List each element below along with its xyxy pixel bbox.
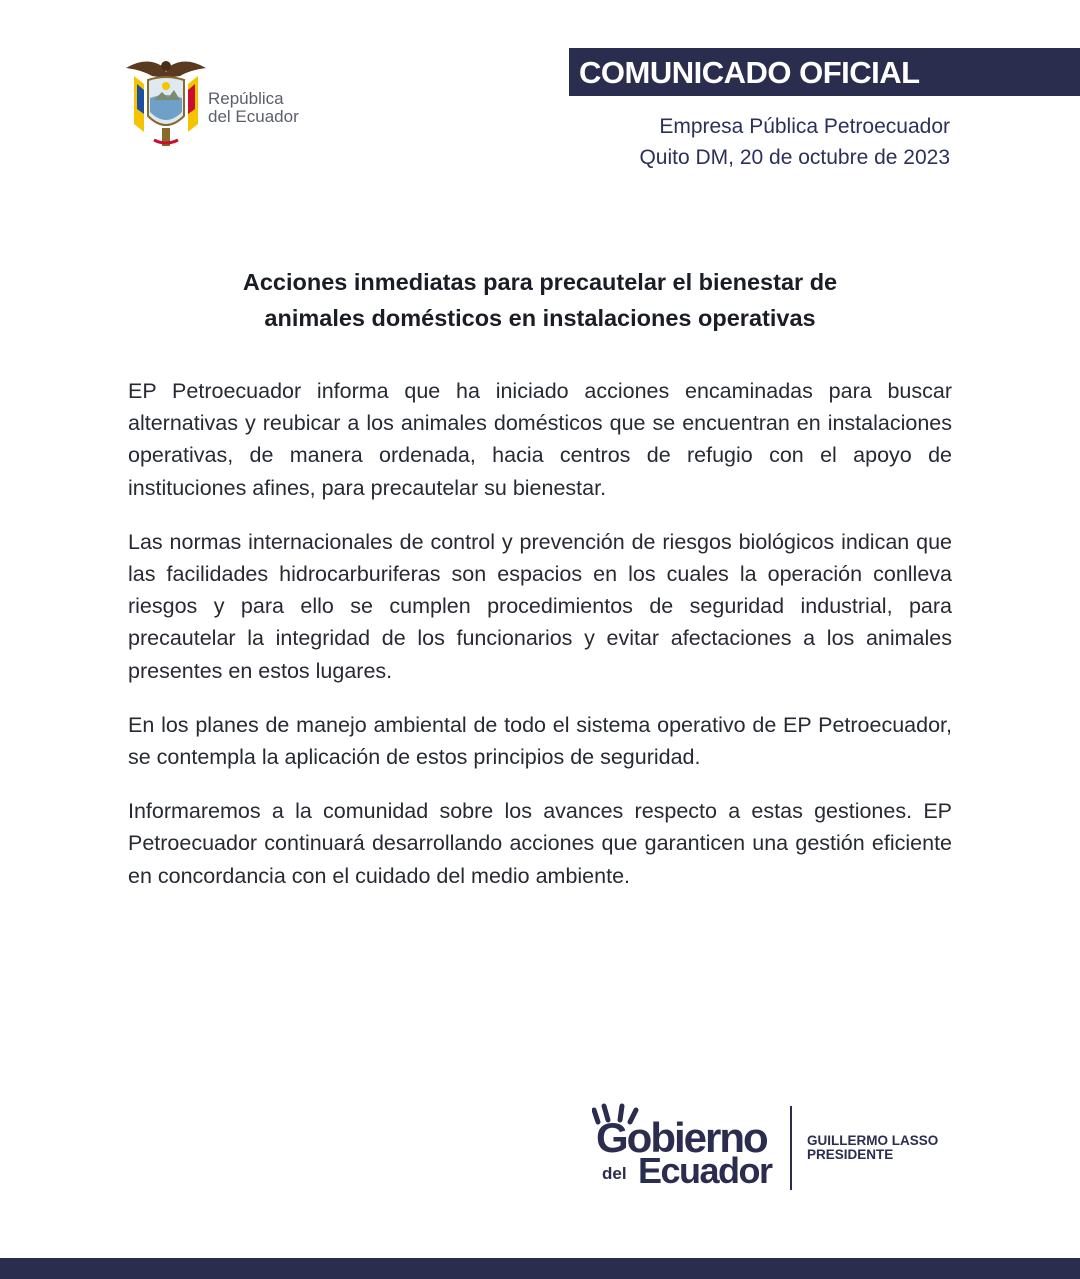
president-role: PRESIDENTE — [807, 1147, 894, 1162]
gobierno-word: Gobierno — [596, 1114, 767, 1161]
logo-divider — [790, 1106, 792, 1190]
issuer-name: Empresa Pública Petroecuador — [659, 115, 950, 138]
president-name: GUILLERMO LASSO — [807, 1133, 939, 1148]
comunicado-banner — [569, 48, 1080, 96]
gobierno-logo — [590, 1102, 970, 1194]
headline-line-2: animales domésticos en instalaciones operativas — [264, 305, 816, 331]
headline-line-1: Acciones inmediatas para precautelar el bienestar de — [242, 269, 838, 295]
paragraph: En los planes de manejo ambiental de todo el sistema operativo de EP Petroecuador, se contempla la aplicación de estos principios de seguridad. — [128, 712, 952, 770]
banner-title: COMUNICADO OFICIAL — [579, 55, 920, 90]
emblem-line-1: República — [208, 89, 284, 108]
paragraph: Informaremos a la comunidad sobre los avances respecto a estas gestiones. EP Petroecuador continuará desarrollando acciones que garanticen una gestión eficiente en concordancia con el cuidado del medio ambiente. — [128, 799, 952, 888]
body-text — [128, 375, 952, 914]
headline — [128, 264, 952, 336]
paragraph: Las normas internacionales de control y prevención de riesgos biológicos indican que las facilidades hidrocarburiferas son espacios en los cuales la operación conlleva riesgos y para ello se cumplen procedimientos de seguridad industrial, para precautelar la integridad de los funcionarios y evitar afectaciones a los animales presentes en estos lugares. — [128, 529, 952, 683]
paragraph: EP Petroecuador informa que ha iniciado acciones encaminadas para buscar alternativas y reubicar a los animales domésticos que se encuentran en instalaciones operativas, de manera ordenada, hacia centros de refugio con el apoyo de instituciones afines, para precautelar su bienestar. — [128, 379, 952, 500]
ecuador-word: Ecuador — [638, 1150, 772, 1191]
issuer-block — [639, 111, 950, 173]
coat-of-arms-icon — [124, 54, 208, 150]
footer-bar — [0, 1258, 1080, 1279]
emblem-line-2: del Ecuador — [208, 107, 299, 126]
issue-date: Quito DM, 20 de octubre de 2023 — [639, 146, 950, 169]
republica-emblem — [124, 54, 324, 150]
del-word: del — [602, 1164, 627, 1183]
